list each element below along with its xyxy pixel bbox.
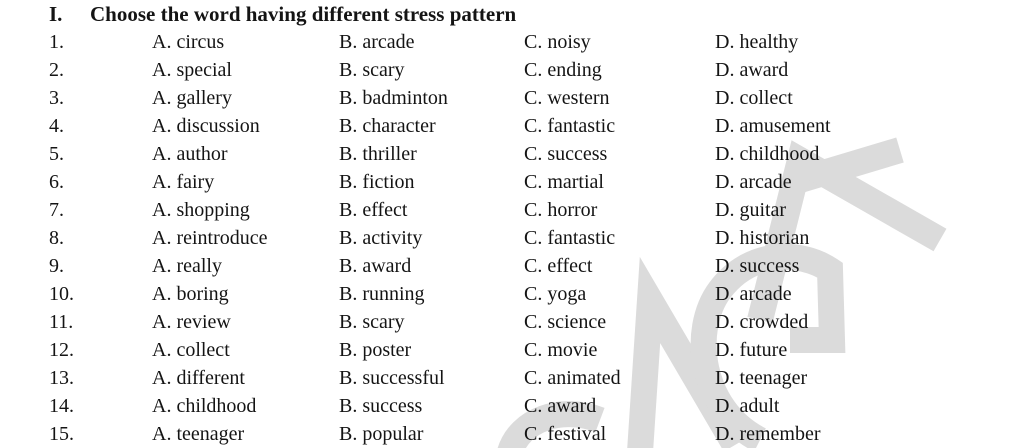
option-d: D. award [715, 59, 789, 81]
option-b: B. scary [339, 311, 405, 333]
option-a: A. boring [152, 283, 229, 305]
option-c: C. animated [524, 367, 621, 389]
question-row [0, 140, 1024, 168]
question-number: 3. [49, 87, 64, 109]
option-a: A. fairy [152, 171, 215, 193]
question-row [0, 364, 1024, 392]
option-d: D. collect [715, 87, 793, 109]
option-b: B. success [339, 395, 423, 417]
question-number: 12. [49, 339, 74, 361]
option-a: A. collect [152, 339, 230, 361]
option-d: D. childhood [715, 143, 820, 165]
question-number: 9. [49, 255, 64, 277]
question-row [0, 56, 1024, 84]
question-row [0, 336, 1024, 364]
option-a: A. author [152, 143, 228, 165]
question-row [0, 196, 1024, 224]
option-a: A. discussion [152, 115, 260, 137]
option-a: A. shopping [152, 199, 250, 221]
option-b: B. thriller [339, 143, 417, 165]
option-d: D. historian [715, 227, 810, 249]
section-number: I. [49, 2, 63, 26]
question-number: 1. [49, 31, 64, 53]
option-c: C. movie [524, 339, 598, 361]
section-title: Choose the word having different stress pattern [90, 2, 517, 26]
option-a: A. gallery [152, 87, 232, 109]
option-b: B. popular [339, 423, 424, 445]
question-number: 8. [49, 227, 64, 249]
option-a: A. review [152, 311, 231, 333]
option-c: C. western [524, 87, 610, 109]
question-number: 13. [49, 367, 74, 389]
exercise-heading [49, 1, 516, 27]
option-c: C. yoga [524, 283, 587, 305]
option-c: C. success [524, 143, 608, 165]
option-d: D. arcade [715, 283, 792, 305]
option-a: A. childhood [152, 395, 257, 417]
option-a: A. circus [152, 31, 225, 53]
option-d: D. remember [715, 423, 821, 445]
option-d: D. future [715, 339, 788, 361]
question-row [0, 420, 1024, 448]
question-row [0, 112, 1024, 140]
question-number: 5. [49, 143, 64, 165]
option-d: D. success [715, 255, 800, 277]
option-c: C. horror [524, 199, 598, 221]
option-b: B. award [339, 255, 412, 277]
option-d: D. guitar [715, 199, 787, 221]
question-row [0, 168, 1024, 196]
option-d: D. crowded [715, 311, 809, 333]
option-a: A. reintroduce [152, 227, 268, 249]
option-d: D. arcade [715, 171, 792, 193]
option-a: A. really [152, 255, 222, 277]
option-a: A. different [152, 367, 245, 389]
question-number: 15. [49, 423, 74, 445]
option-b: B. scary [339, 59, 405, 81]
option-c: C. ending [524, 59, 602, 81]
option-b: B. fiction [339, 171, 415, 193]
option-b: B. character [339, 115, 436, 137]
question-row [0, 252, 1024, 280]
question-number: 14. [49, 395, 74, 417]
question-row [0, 308, 1024, 336]
option-c: C. effect [524, 255, 593, 277]
option-b: B. successful [339, 367, 445, 389]
question-number: 11. [49, 311, 74, 333]
option-c: C. martial [524, 171, 604, 193]
question-number: 6. [49, 171, 64, 193]
question-row [0, 392, 1024, 420]
option-c: C. award [524, 395, 597, 417]
option-b: B. activity [339, 227, 423, 249]
option-c: C. fantastic [524, 227, 616, 249]
option-b: B. effect [339, 199, 408, 221]
question-row [0, 84, 1024, 112]
option-c: C. festival [524, 423, 607, 445]
option-c: C. fantastic [524, 115, 616, 137]
option-b: B. arcade [339, 31, 415, 53]
question-number: 10. [49, 283, 74, 305]
question-row [0, 28, 1024, 56]
option-b: B. running [339, 283, 425, 305]
option-b: B. badminton [339, 87, 448, 109]
option-b: B. poster [339, 339, 412, 361]
option-c: C. noisy [524, 31, 591, 53]
option-d: D. amusement [715, 115, 831, 137]
question-row [0, 224, 1024, 252]
question-number: 4. [49, 115, 64, 137]
question-row [0, 280, 1024, 308]
option-a: A. teenager [152, 423, 245, 445]
option-d: D. adult [715, 395, 780, 417]
option-a: A. special [152, 59, 232, 81]
option-d: D. healthy [715, 31, 799, 53]
option-c: C. science [524, 311, 607, 333]
question-number: 7. [49, 199, 64, 221]
option-d: D. teenager [715, 367, 808, 389]
question-number: 2. [49, 59, 64, 81]
